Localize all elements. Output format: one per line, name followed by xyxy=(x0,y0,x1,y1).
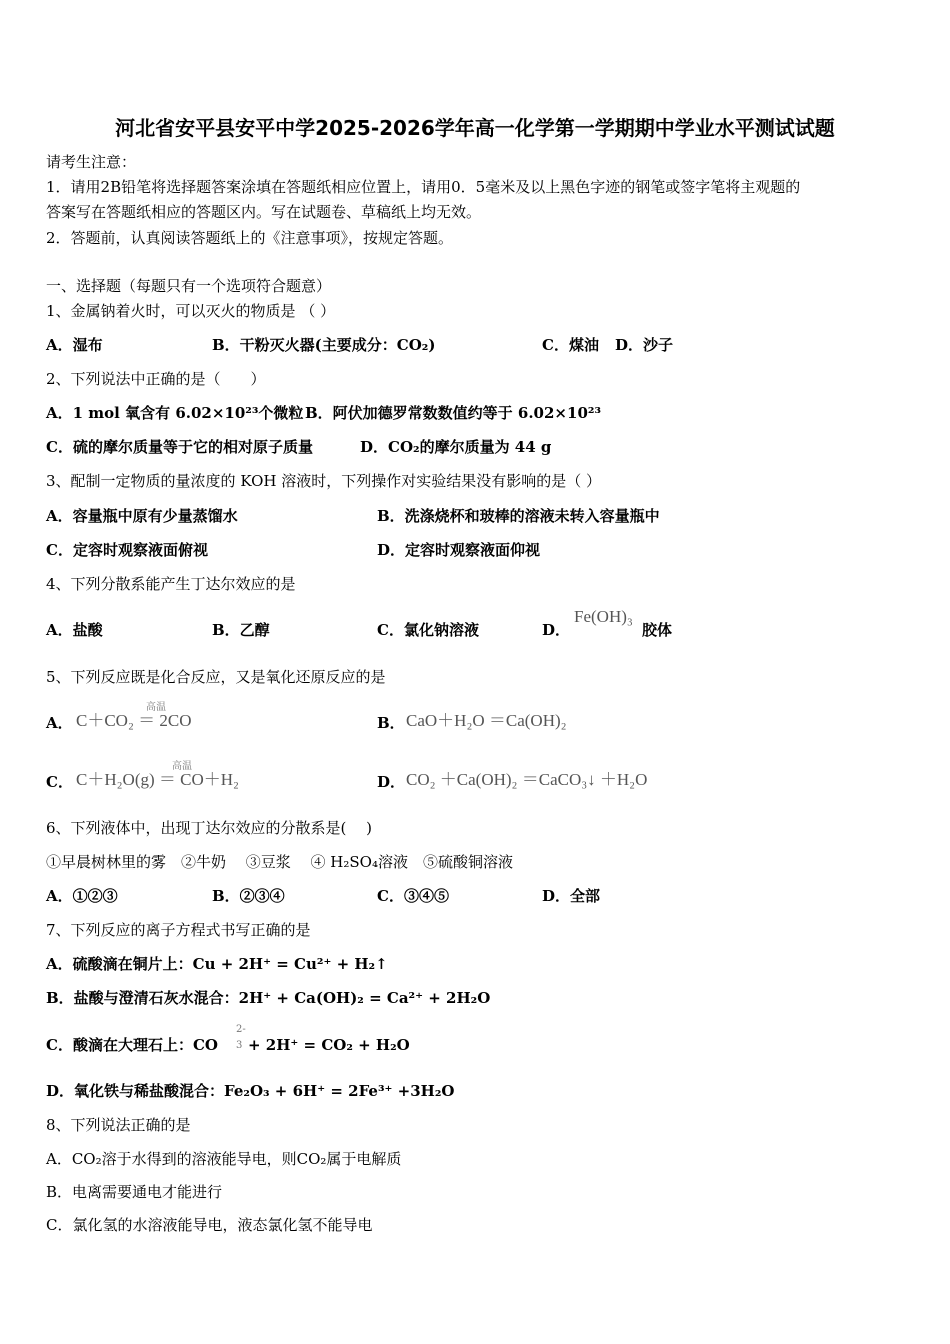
q5-option-a-label: A． xyxy=(46,714,73,732)
q7-option-c-prefix: C．酸滴在大理石上：CO xyxy=(46,1036,218,1054)
q1-stem: 1、金属钠着火时，可以灭火的物质是 （ ） xyxy=(46,302,336,320)
q3-stem: 3、配制一定物质的量浓度的 KOH 溶液时，下列操作对实验结果没有影响的是（ ） xyxy=(46,472,602,490)
q8-stem: 8、下列说法正确的是 xyxy=(46,1116,191,1134)
q1-option-c: C．煤油 xyxy=(542,336,599,354)
q5-option-c-formula: C＋H₂O(g) ＝ CO＋H₂ xyxy=(76,770,239,789)
q5-option-a-condition: 高温 xyxy=(146,702,166,713)
q6-option-a: A．①②③ xyxy=(46,887,118,905)
q7-option-c-subscript: 3 xyxy=(236,1040,243,1051)
q7-option-a: A．硫酸滴在铜片上：Cu + 2H⁺ = Cu²⁺ + H₂↑ xyxy=(46,955,388,973)
q4-stem: 4、下列分散系能产生丁达尔效应的是 xyxy=(46,575,296,593)
q6-items: ①早晨树林里的雾 ②牛奶 ③豆浆 ④ H₂SO₄溶液 ⑤硫酸铜溶液 xyxy=(46,853,513,871)
notice-item-2: 2．答题前，认真阅读答题纸上的《注意事项》，按规定答题。 xyxy=(46,229,454,247)
q6-option-d: D．全部 xyxy=(542,887,601,905)
q4-option-d-label: D． xyxy=(542,621,571,639)
q2-option-c: C．硫的摩尔质量等于它的相对原子质量 xyxy=(46,438,313,456)
q7-option-c-charge: 2- xyxy=(236,1024,246,1035)
notice-item-1b: 答案写在答题纸相应的答题区内。写在试题卷、草稿纸上均无效。 xyxy=(46,203,482,221)
q5-option-b-label: B． xyxy=(377,714,405,732)
q6-option-c: C．③④⑤ xyxy=(377,887,449,905)
q2-option-a: A．1 mol 氧含有 6.02×10²³个微粒 xyxy=(46,404,304,422)
page-title: 河北省安平县安平中学2025-2026学年高一化学第一学期期中学业水平测试试题 xyxy=(115,116,835,140)
q1-option-d: D．沙子 xyxy=(615,336,674,354)
q7-option-d: D．氧化铁与稀盐酸混合：Fe₂O₃ + 6H⁺ = 2Fe³⁺ +3H₂O xyxy=(46,1082,455,1100)
q5-option-c-label: C． xyxy=(46,773,73,791)
q5-option-b-formula: CaO＋H₂O ＝Ca(OH)₂ xyxy=(406,711,567,730)
q4-option-b: B．乙醇 xyxy=(212,621,270,639)
q3-option-b: B．洗涤烧杯和玻棒的溶液未转入容量瓶中 xyxy=(377,507,660,525)
q5-option-d-label: D． xyxy=(377,773,406,791)
q3-option-d: D．定容时观察液面仰视 xyxy=(377,541,541,559)
notice-heading: 请考生注意： xyxy=(46,153,137,171)
q1-option-a: A．湿布 xyxy=(46,336,103,354)
q2-option-d: D．CO₂的摩尔质量为 44 g xyxy=(360,438,552,456)
q3-option-c: C．定容时观察液面俯视 xyxy=(46,541,208,559)
q5-option-c-condition: 高温 xyxy=(172,761,192,772)
q4-option-d-suffix: 胶体 xyxy=(642,621,673,639)
q8-option-a: A．CO₂溶于水得到的溶液能导电，则CO₂属于电解质 xyxy=(46,1150,402,1168)
q1-option-b: B．干粉灭火器(主要成分：CO₂) xyxy=(212,336,436,354)
section-heading: 一、选择题（每题只有一个选项符合题意） xyxy=(46,277,332,295)
q3-option-a: A．容量瓶中原有少量蒸馏水 xyxy=(46,507,238,525)
q4-option-c: C．氯化钠溶液 xyxy=(377,621,479,639)
notice-item-1a: 1．请用2B铅笔将选择题答案涂填在答题纸相应位置上，请用0．5毫米及以上黑色字迹的钢笔或签字笔将主观题的 xyxy=(46,178,801,196)
q2-stem: 2、下列说法中正确的是（ ） xyxy=(46,370,266,388)
q5-stem: 5、下列反应既是化合反应，又是氧化还原反应的是 xyxy=(46,668,386,686)
q8-option-c: C．氯化氢的水溶液能导电，液态氯化氢不能导电 xyxy=(46,1216,373,1234)
q7-stem: 7、下列反应的离子方程式书写正确的是 xyxy=(46,921,311,939)
q4-option-a: A．盐酸 xyxy=(46,621,103,639)
q4-option-d-formula: Fe(OH)₃ xyxy=(574,607,633,626)
q6-stem: 6、下列液体中，出现丁达尔效应的分散系是( ) xyxy=(46,819,373,837)
q6-option-b: B．②③④ xyxy=(212,887,285,905)
q8-option-b: B．电离需要通电才能进行 xyxy=(46,1183,223,1201)
q5-option-d-formula: CO₂ ＋Ca(OH)₂ ＝CaCO₃↓ ＋H₂O xyxy=(406,770,648,789)
q7-option-b: B．盐酸与澄清石灰水混合：2H⁺ + Ca(OH)₂ = Ca²⁺ + 2H₂O xyxy=(46,989,491,1007)
q7-option-c-suffix: + 2H⁺ = CO₂ + H₂O xyxy=(248,1036,410,1054)
q5-option-a-formula: C＋CO₂ ＝ 2CO xyxy=(76,711,192,730)
q2-option-b: B．阿伏加德罗常数数值约等于 6.02×10²³ xyxy=(305,404,602,422)
